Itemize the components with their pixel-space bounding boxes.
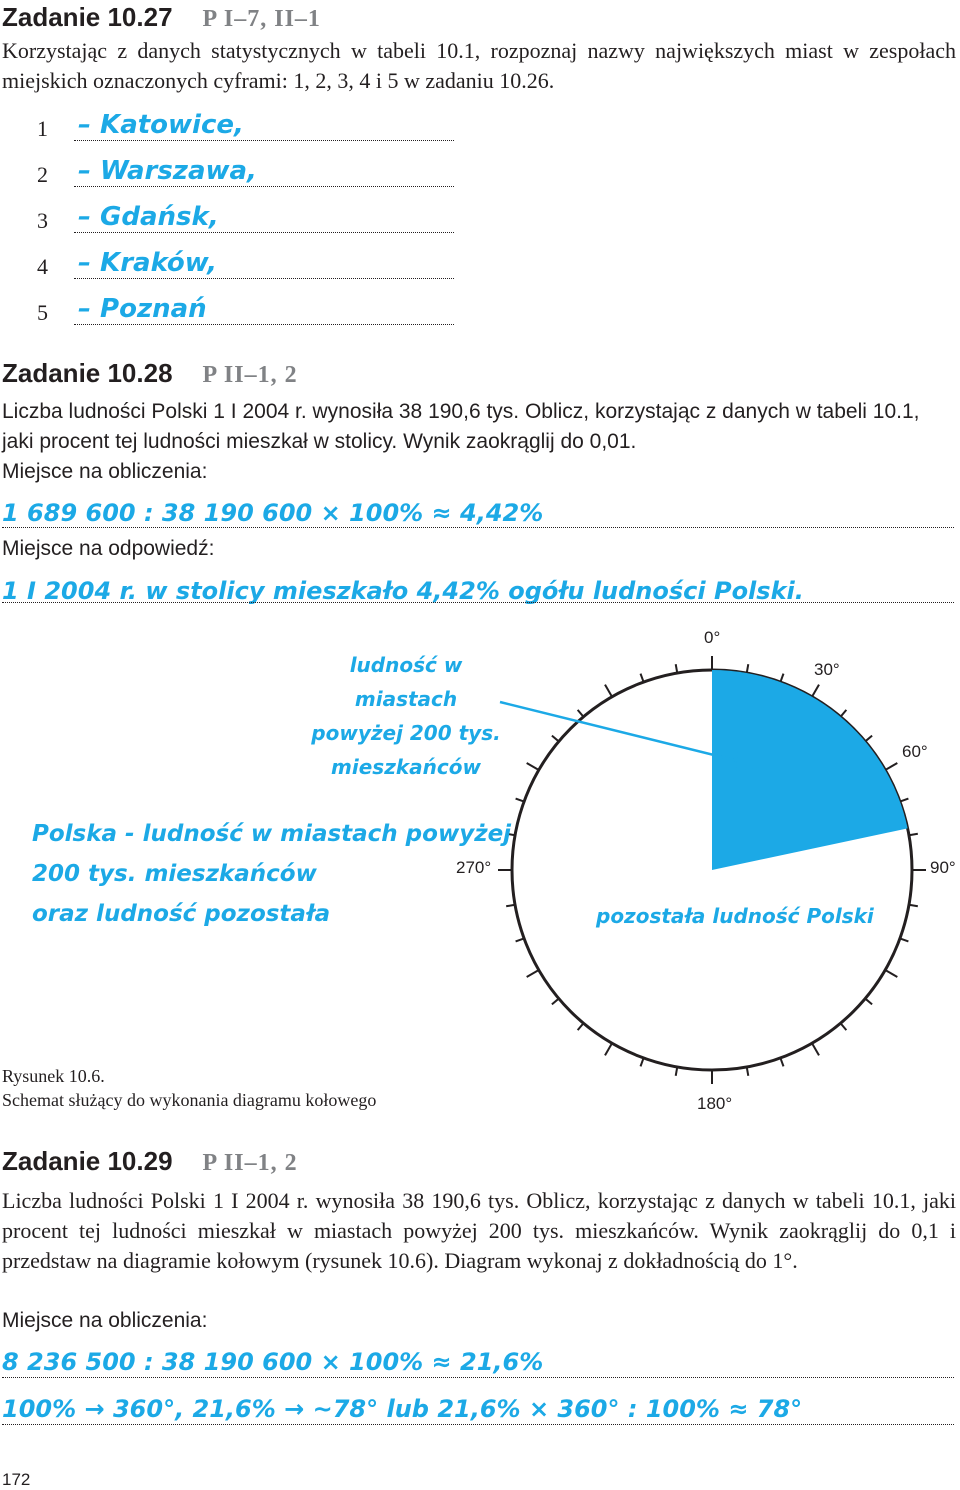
item-answer: – Poznań — [78, 294, 207, 324]
calc-line — [2, 527, 954, 528]
legend-line: Polska - ludność w miastach powyżej — [32, 821, 512, 847]
tick-mark — [885, 970, 897, 977]
list-item — [0, 294, 460, 340]
item-number: 5 — [37, 300, 48, 325]
task-code: P II–1, 2 — [202, 1150, 298, 1176]
calc-line-1: 8 236 500 : 38 190 600 × 100% ≈ 21,6% — [2, 1348, 544, 1376]
tick-mark — [527, 763, 539, 770]
tick-mark — [812, 685, 819, 697]
calc-dotline-1 — [2, 1377, 954, 1378]
task-title: Zadanie 10.27 — [2, 2, 173, 32]
list-item — [0, 202, 460, 248]
task-text: Korzystając z danych statystycznych w tabeli 10.1, rozpoznaj nazwy największych miast w zespołach miejskich oznaczonych cyframi: 1, 2, 3, 4 i 5 w zadaniu 10.26. — [2, 38, 956, 93]
degree-270: 270° — [456, 858, 492, 877]
task-code: P I–7, II–1 — [202, 6, 321, 32]
figure-caption-number: Rysunek 10.6. — [2, 1066, 105, 1086]
cities-label-line: mieszkańców — [331, 755, 481, 779]
degree-180: 180° — [697, 1094, 733, 1113]
pointer-arrow-line — [500, 702, 742, 762]
legend-line: 200 tys. mieszkańców — [32, 861, 317, 887]
answer-line — [74, 278, 454, 279]
answer-line — [74, 186, 454, 187]
item-answer: – Katowice, — [78, 110, 244, 140]
figure-caption-text: Schemat służący do wykonania diagramu kołowego — [2, 1090, 377, 1110]
task-text: Liczba ludności Polski 1 I 2004 r. wynosiła 38 190,6 tys. Oblicz, korzystając z danych w tabeli 10.1, jaki procent tej ludności mieszkał w miastach powyżej 200 tys. mieszkańców. Wynik zaokrąglij do 0,1 i przedstaw na diagramie kołowym (rysunek 10.6). Diagram wykonaj z dokładnością do 1°. — [2, 1188, 956, 1273]
calc-label: Miejsce na obliczenia: — [2, 1309, 208, 1332]
answer-label: Miejsce na odpowiedź: — [2, 537, 215, 560]
task-10-28-header — [2, 358, 298, 389]
task-code: P II–1, 2 — [202, 362, 298, 388]
answer-line — [74, 324, 454, 325]
task-10-27-header — [2, 2, 321, 33]
item-answer: – Gdańsk, — [78, 202, 219, 232]
calc-line-2: 100% → 360°, 21,6% → ~78° lub 21,6% × 360° : 100% ≈ 78° — [2, 1395, 803, 1423]
list-item — [0, 156, 460, 202]
calc-label: Miejsce na obliczenia: — [2, 460, 208, 483]
item-number: 4 — [37, 254, 48, 279]
calc-answer: 1 689 600 : 38 190 600 × 100% ≈ 4,42% — [2, 499, 544, 527]
task-title: Zadanie 10.28 — [2, 358, 173, 388]
cities-label — [300, 648, 512, 784]
item-answer: – Kraków, — [78, 248, 218, 278]
tick-mark — [885, 763, 897, 770]
answer-text: 1 I 2004 r. w stolicy mieszkało 4,42% ogółu ludności Polski. — [2, 577, 804, 605]
answer-line — [74, 140, 454, 141]
degree-0: 0° — [704, 628, 721, 647]
item-answer: – Warszawa, — [78, 156, 257, 186]
list-item — [0, 248, 460, 294]
diagram-legend — [32, 814, 511, 934]
item-number: 1 — [37, 116, 48, 141]
answer-list — [0, 110, 460, 340]
cities-label-line: powyżej 200 tys. — [311, 721, 501, 745]
degree-60: 60° — [902, 742, 928, 761]
answer-line — [74, 232, 454, 233]
answer-line — [2, 602, 954, 603]
task-text: Liczba ludności Polski 1 I 2004 r. wynosiła 38 190,6 tys. Oblicz, korzystając z danych w tabeli 10.1, jaki procent tej ludności mieszkał w stolicy. Wynik zaokrąglij do 0,01. — [2, 400, 920, 453]
tick-mark — [527, 970, 539, 977]
task-10-29-header — [2, 1146, 298, 1177]
cities-label-line: ludność w miastach — [349, 653, 463, 711]
task-title: Zadanie 10.29 — [2, 1146, 173, 1176]
page-number: 172 — [2, 1470, 31, 1489]
degree-90: 90° — [930, 858, 956, 877]
tick-mark — [605, 685, 612, 697]
tick-mark — [605, 1043, 612, 1055]
calc-dotline-2 — [2, 1424, 954, 1425]
rest-population-label: pozostała ludność Polski — [596, 904, 874, 928]
item-number: 3 — [37, 208, 48, 233]
legend-line: oraz ludność pozostała — [32, 901, 331, 927]
tick-mark — [812, 1043, 819, 1055]
item-number: 2 — [37, 162, 48, 187]
degree-30: 30° — [814, 660, 840, 679]
list-item — [0, 110, 460, 156]
